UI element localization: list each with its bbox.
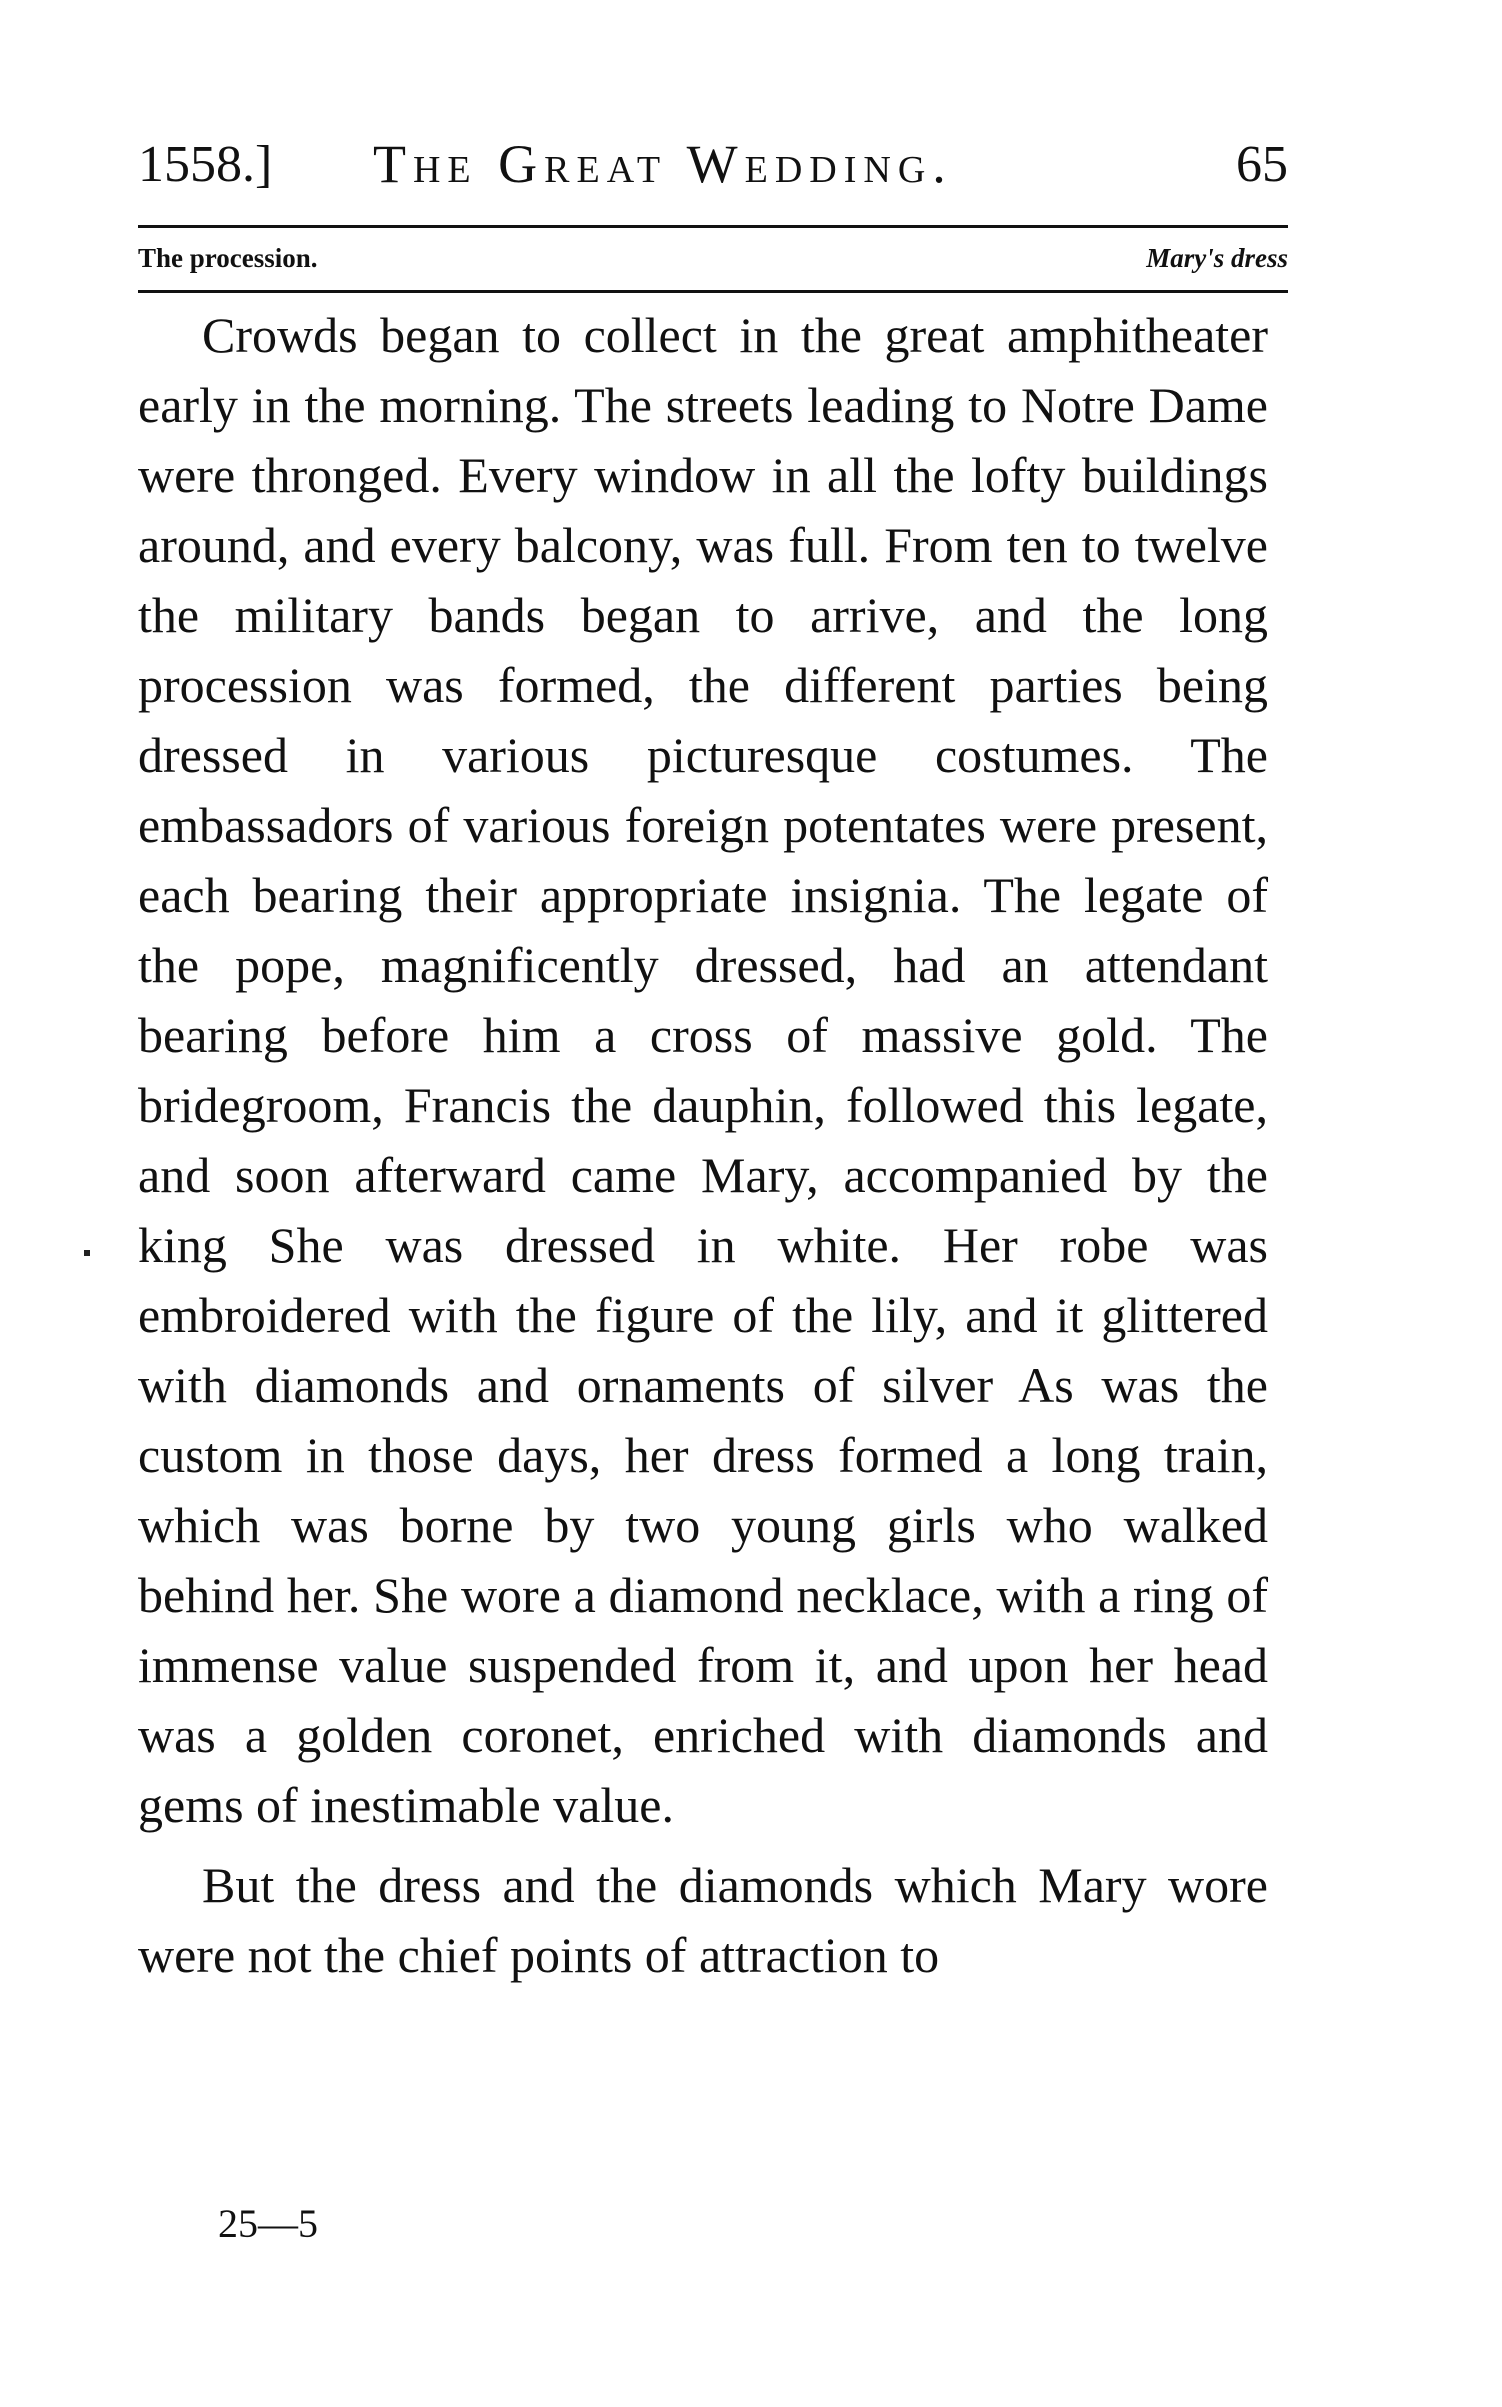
subheading-right: Mary's dress <box>1146 243 1288 273</box>
body-text <box>138 300 1268 2000</box>
page-number: 65 <box>1236 136 1288 193</box>
running-head <box>138 125 1288 205</box>
subheading-left: The procession. <box>138 243 318 273</box>
margin-mark <box>84 1250 90 1256</box>
paragraph: But the dress and the diamonds which Mary wore were not the chief points of attraction to <box>138 1857 1268 1983</box>
header-rule-bottom <box>138 290 1288 293</box>
paragraph: Crowds began to collect in the great amphitheater early in the morning. The streets leading to Notre Dame were thronged. Every window in all the lofty buildings around, and every balcony, was full. From ten to twelve the military bands began to arrive, and the long procession was formed, the different parties being dressed in various picturesque costumes. The embassadors of various foreign potentates were present, each bearing their appropriate insignia. The legate of the pope, magnificently dressed, had an attendant bearing before him a cross of massive gold. The bridegroom, Francis the dauphin, followed this legate, and soon afterward came Mary, accompanied by the king She was dressed in white. Her robe was embroidered with the figure of the lily, and it glittered with diamonds and ornaments of silver As was the custom in those days, her dress formed a long train, which was borne by two young girls who walked behind her. She wore a diamond necklace, with a ring of immense value suspended from it, and upon her head was a golden coronet, enriched with diamonds and gems of inestimable value. <box>138 307 1268 1833</box>
marginal-subheadings <box>138 243 1288 283</box>
header-title: The Great Wedding. <box>373 134 953 194</box>
signature-mark: 25—5 <box>218 2201 318 2246</box>
header-year: 1558.] <box>138 136 273 193</box>
header-rule-top <box>138 225 1288 228</box>
